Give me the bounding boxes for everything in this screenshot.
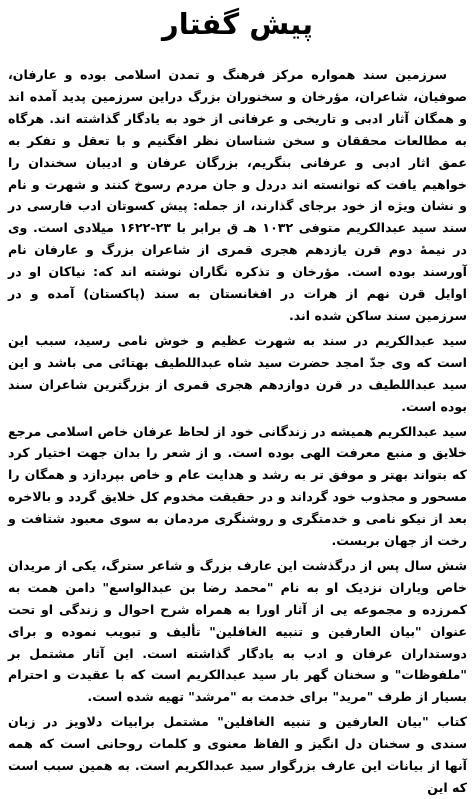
page-title: پیش گفتار	[162, 7, 313, 41]
paragraph: سرزمین سند همواره مرکز فرهنگ و تمدن اسلامی بوده و عارفان، صوفیان، شاعران، مؤرخان و سخنوران بزرگ دراین سرزمین پدید آمده اند و همگان آثار ادبی و تاریخی و عرفانی از خود به یادگار گذاشته اند. هرگاه به مطالعات محققان و سخن شناسان نظر افگنیم و با تعقل و تفکر به عمق اثار ادبی و عرفانی بنگریم، بزرگان عرفان و ادیبان سخندان را خواهیم یافت که توانسته اند دردل و جان مردم رسوخ کنند و شهرت و نام و نشان ویژه از خود برجای گذارند، از جمله: پیش کسوتان ادب فارسی در سند سید عبدالکریم متوفی ۱۰۳۲ هـ ق برابر با ۲۳-۱۶۲۲ میلادی است. وی در نیمهٔ دوم قرن یازدهم هجری قمری از شاعران بزرگ و عارفان نام آورسند بوده است. مؤرخان و تذکره نگاران نوشته اند که: نیاکان او در اوایل قرن نهم از هرات در افغانستان به سند (پاکستان) آمده و در سرزمین سند ساکن شده اند.	[8, 67, 467, 323]
paragraph: کتاب "بیان العارفین و تنبیه الغافلین" مشتمل برابیات دلاویز در زبان سندی و سخنان دل انگیز و الفاظ معنوی و کلمات روحانی است که همه آنها از بیانات این عارف بزرگوار سید عبدالکریم است. به همین سبب است که این	[8, 714, 467, 795]
paragraph: سید عبدالکریم در سند به شهرت عظیم و خوش نامی رسید، سبب این است که وی جدّ امجد حضرت سید شاه عبداللطیف بهتائی می باشد و این سید عبداللطیف در قرن دوازدهم هجری قمری از بزرگترین شاعران سند بوده است.	[8, 332, 467, 414]
paragraph: سید عبدالکریم همیشه در زندگانی خود از لحاظ عرفان خاص اسلامی مرجع خلایق و منبع معرفت الهی بوده است. و از شعر را بدان جهت اختیار کرد که بتواند بهتر و موفق تر به رشد و هدایت عام و خاص بپردازد و همگان را مسحور و مجذوب خود گرداند و در حقیقت مخدوم کل خلایق گردد و بالاخره بعد از نیکو نامی و خدمتگری و روشنگری مردمان به سوی معبود شتافت و رخت از جهان بربست.	[8, 423, 467, 549]
paragraph: شش سال پس از درگذشت این عارف بزرگ و شاعر سترگ، یکی از مریدان خاص ویاران نزدیک او به نام "محمد رضا بن عبدالواسع" دامن همت به کمرزده و مجموعه یی از آثار اورا به همراه شرح احوال و زندگی او تحت عنوان "بیان العارفین و تنبیه الغافلین" تألیف و تبویب نموده و برای دوستداران عرفان و ادب به یادگار گذاشته است. این آثار مشتمل بر "ملفوظات" و سخنان گهر بار سید عبدالکریم است که با عقیدت و احترام بسیار از طرف "مرید" برای خدمت به "مرشد" تهیه شده است.	[8, 557, 467, 705]
